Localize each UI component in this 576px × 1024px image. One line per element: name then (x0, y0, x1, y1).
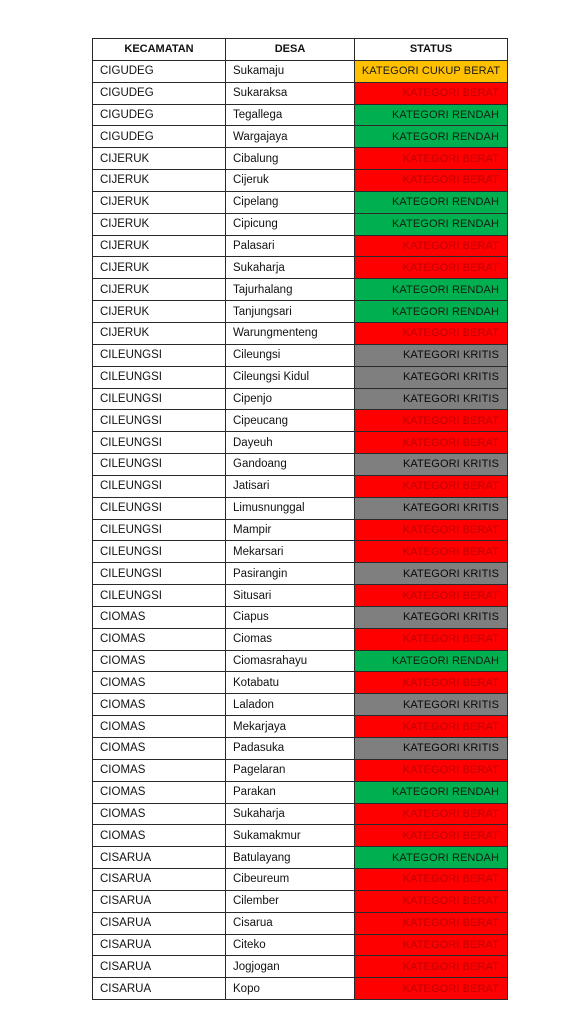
cell-kecamatan: CILEUNGSI (93, 344, 226, 366)
table-row (93, 432, 508, 454)
cell-kecamatan: CIOMAS (93, 694, 226, 716)
cell-desa: Sukaharja (226, 803, 355, 825)
cell-kecamatan: CISARUA (93, 890, 226, 912)
cell-status: KATEGORI RENDAH (355, 781, 508, 803)
cell-status: KATEGORI KRITIS (355, 606, 508, 628)
table-row (93, 541, 508, 563)
cell-status: KATEGORI BERAT (355, 519, 508, 541)
cell-kecamatan: CIOMAS (93, 716, 226, 738)
cell-desa: Kotabatu (226, 672, 355, 694)
cell-kecamatan: CISARUA (93, 869, 226, 891)
cell-desa: Sukamaju (226, 60, 355, 82)
cell-status: KATEGORI BERAT (355, 890, 508, 912)
table-row (93, 170, 508, 192)
table-row (93, 301, 508, 323)
cell-desa: Tegallega (226, 104, 355, 126)
table-row (93, 650, 508, 672)
cell-kecamatan: CIJERUK (93, 191, 226, 213)
cell-status: KATEGORI BERAT (355, 869, 508, 891)
cell-desa: Pasirangin (226, 563, 355, 585)
cell-kecamatan: CIOMAS (93, 825, 226, 847)
cell-kecamatan: CILEUNGSI (93, 454, 226, 476)
cell-kecamatan: CIOMAS (93, 606, 226, 628)
cell-desa: Ciomasrahayu (226, 650, 355, 672)
cell-status: KATEGORI BERAT (355, 170, 508, 192)
cell-status: KATEGORI KRITIS (355, 344, 508, 366)
cell-kecamatan: CIOMAS (93, 781, 226, 803)
header-row (93, 39, 508, 61)
table-row (93, 322, 508, 344)
cell-desa: Cipeucang (226, 410, 355, 432)
cell-desa: Padasuka (226, 738, 355, 760)
cell-status: KATEGORI BERAT (355, 956, 508, 978)
cell-status: KATEGORI BERAT (355, 978, 508, 1000)
table-body (93, 60, 508, 999)
table-row (93, 672, 508, 694)
cell-desa: Batulayang (226, 847, 355, 869)
header-kecamatan: KECAMATAN (93, 39, 226, 61)
table-row (93, 759, 508, 781)
cell-status: KATEGORI BERAT (355, 628, 508, 650)
cell-desa: Jatisari (226, 475, 355, 497)
cell-desa: Warungmenteng (226, 322, 355, 344)
table-row (93, 344, 508, 366)
table-row (93, 890, 508, 912)
cell-status: KATEGORI RENDAH (355, 650, 508, 672)
table-row (93, 934, 508, 956)
table-row (93, 191, 508, 213)
table-row (93, 279, 508, 301)
cell-desa: Ciomas (226, 628, 355, 650)
cell-status: KATEGORI BERAT (355, 825, 508, 847)
table-row (93, 366, 508, 388)
table-row (93, 497, 508, 519)
cell-status: KATEGORI BERAT (355, 541, 508, 563)
cell-status: KATEGORI BERAT (355, 934, 508, 956)
cell-desa: Tajurhalang (226, 279, 355, 301)
cell-status: KATEGORI BERAT (355, 432, 508, 454)
cell-status: KATEGORI KRITIS (355, 388, 508, 410)
cell-desa: Cisarua (226, 912, 355, 934)
cell-kecamatan: CIGUDEG (93, 126, 226, 148)
cell-kecamatan: CIOMAS (93, 672, 226, 694)
cell-desa: Parakan (226, 781, 355, 803)
cell-kecamatan: CIOMAS (93, 738, 226, 760)
table-row (93, 628, 508, 650)
cell-status: KATEGORI KRITIS (355, 738, 508, 760)
cell-desa: Pagelaran (226, 759, 355, 781)
cell-kecamatan: CILEUNGSI (93, 563, 226, 585)
table-row (93, 563, 508, 585)
cell-status: KATEGORI RENDAH (355, 191, 508, 213)
cell-desa: Dayeuh (226, 432, 355, 454)
cell-status: KATEGORI RENDAH (355, 301, 508, 323)
cell-desa: Mampir (226, 519, 355, 541)
cell-kecamatan: CISARUA (93, 847, 226, 869)
cell-status: KATEGORI BERAT (355, 803, 508, 825)
cell-kecamatan: CIJERUK (93, 257, 226, 279)
cell-desa: Sukaraksa (226, 82, 355, 104)
cell-status: KATEGORI RENDAH (355, 847, 508, 869)
cell-status: KATEGORI BERAT (355, 148, 508, 170)
cell-status: KATEGORI BERAT (355, 82, 508, 104)
cell-status: KATEGORI RENDAH (355, 279, 508, 301)
cell-desa: Laladon (226, 694, 355, 716)
cell-desa: Cileungsi Kidul (226, 366, 355, 388)
cell-desa: Wargajaya (226, 126, 355, 148)
table-row (93, 475, 508, 497)
table-row (93, 694, 508, 716)
cell-desa: Gandoang (226, 454, 355, 476)
cell-desa: Cilember (226, 890, 355, 912)
cell-kecamatan: CISARUA (93, 956, 226, 978)
cell-kecamatan: CIJERUK (93, 213, 226, 235)
cell-kecamatan: CILEUNGSI (93, 497, 226, 519)
header-desa: DESA (226, 39, 355, 61)
cell-status: KATEGORI BERAT (355, 585, 508, 607)
cell-desa: Tanjungsari (226, 301, 355, 323)
cell-desa: Situsari (226, 585, 355, 607)
cell-status: KATEGORI BERAT (355, 716, 508, 738)
cell-status: KATEGORI RENDAH (355, 213, 508, 235)
cell-desa: Cipenjo (226, 388, 355, 410)
cell-desa: Ciapus (226, 606, 355, 628)
cell-status: KATEGORI BERAT (355, 257, 508, 279)
cell-kecamatan: CILEUNGSI (93, 432, 226, 454)
table-row (93, 716, 508, 738)
cell-desa: Cibeureum (226, 869, 355, 891)
cell-desa: Limusnunggal (226, 497, 355, 519)
cell-kecamatan: CIOMAS (93, 650, 226, 672)
cell-status: KATEGORI BERAT (355, 672, 508, 694)
cell-status: KATEGORI KRITIS (355, 497, 508, 519)
table-row (93, 410, 508, 432)
table-row (93, 912, 508, 934)
cell-desa: Cibalung (226, 148, 355, 170)
table-row (93, 956, 508, 978)
table-row (93, 60, 508, 82)
cell-kecamatan: CILEUNGSI (93, 388, 226, 410)
table-row (93, 213, 508, 235)
cell-kecamatan: CIJERUK (93, 148, 226, 170)
cell-status: KATEGORI BERAT (355, 475, 508, 497)
cell-kecamatan: CIGUDEG (93, 82, 226, 104)
cell-status: KATEGORI KRITIS (355, 454, 508, 476)
table-row (93, 388, 508, 410)
cell-desa: Palasari (226, 235, 355, 257)
cell-status: KATEGORI RENDAH (355, 126, 508, 148)
table-row (93, 847, 508, 869)
cell-kecamatan: CILEUNGSI (93, 475, 226, 497)
table-row (93, 738, 508, 760)
cell-status: KATEGORI BERAT (355, 912, 508, 934)
cell-desa: Sukamakmur (226, 825, 355, 847)
cell-status: KATEGORI BERAT (355, 759, 508, 781)
cell-status: KATEGORI BERAT (355, 322, 508, 344)
cell-status: KATEGORI KRITIS (355, 366, 508, 388)
table-row (93, 454, 508, 476)
table-row (93, 585, 508, 607)
cell-kecamatan: CIJERUK (93, 279, 226, 301)
table-row (93, 781, 508, 803)
cell-kecamatan: CIOMAS (93, 628, 226, 650)
table-row (93, 148, 508, 170)
table-row (93, 869, 508, 891)
cell-kecamatan: CISARUA (93, 934, 226, 956)
table-row (93, 82, 508, 104)
cell-kecamatan: CISARUA (93, 912, 226, 934)
cell-status: KATEGORI CUKUP BERAT (355, 60, 508, 82)
cell-status: KATEGORI RENDAH (355, 104, 508, 126)
table-row (93, 257, 508, 279)
table-row (93, 803, 508, 825)
cell-status: KATEGORI KRITIS (355, 563, 508, 585)
cell-desa: Mekarsari (226, 541, 355, 563)
cell-kecamatan: CIGUDEG (93, 60, 226, 82)
table-header (93, 39, 508, 61)
table-row (93, 519, 508, 541)
cell-desa: Mekarjaya (226, 716, 355, 738)
cell-status: KATEGORI BERAT (355, 410, 508, 432)
table-row (93, 126, 508, 148)
cell-desa: Cileungsi (226, 344, 355, 366)
cell-desa: Citeko (226, 934, 355, 956)
table-row (93, 606, 508, 628)
cell-desa: Kopo (226, 978, 355, 1000)
cell-kecamatan: CIJERUK (93, 301, 226, 323)
cell-kecamatan: CILEUNGSI (93, 519, 226, 541)
cell-kecamatan: CIGUDEG (93, 104, 226, 126)
cell-kecamatan: CIOMAS (93, 803, 226, 825)
cell-kecamatan: CILEUNGSI (93, 541, 226, 563)
cell-status: KATEGORI BERAT (355, 235, 508, 257)
table-row (93, 825, 508, 847)
cell-kecamatan: CISARUA (93, 978, 226, 1000)
header-status: STATUS (355, 39, 508, 61)
cell-kecamatan: CIJERUK (93, 235, 226, 257)
cell-kecamatan: CIJERUK (93, 322, 226, 344)
table-row (93, 104, 508, 126)
cell-kecamatan: CILEUNGSI (93, 366, 226, 388)
cell-kecamatan: CIJERUK (93, 170, 226, 192)
cell-desa: Cipelang (226, 191, 355, 213)
cell-kecamatan: CIOMAS (93, 759, 226, 781)
cell-kecamatan: CILEUNGSI (93, 410, 226, 432)
table-row (93, 978, 508, 1000)
cell-desa: Cijeruk (226, 170, 355, 192)
cell-desa: Cipicung (226, 213, 355, 235)
cell-status: KATEGORI KRITIS (355, 694, 508, 716)
status-table (92, 38, 508, 1000)
cell-desa: Sukaharja (226, 257, 355, 279)
cell-desa: Jogjogan (226, 956, 355, 978)
table-row (93, 235, 508, 257)
cell-kecamatan: CILEUNGSI (93, 585, 226, 607)
